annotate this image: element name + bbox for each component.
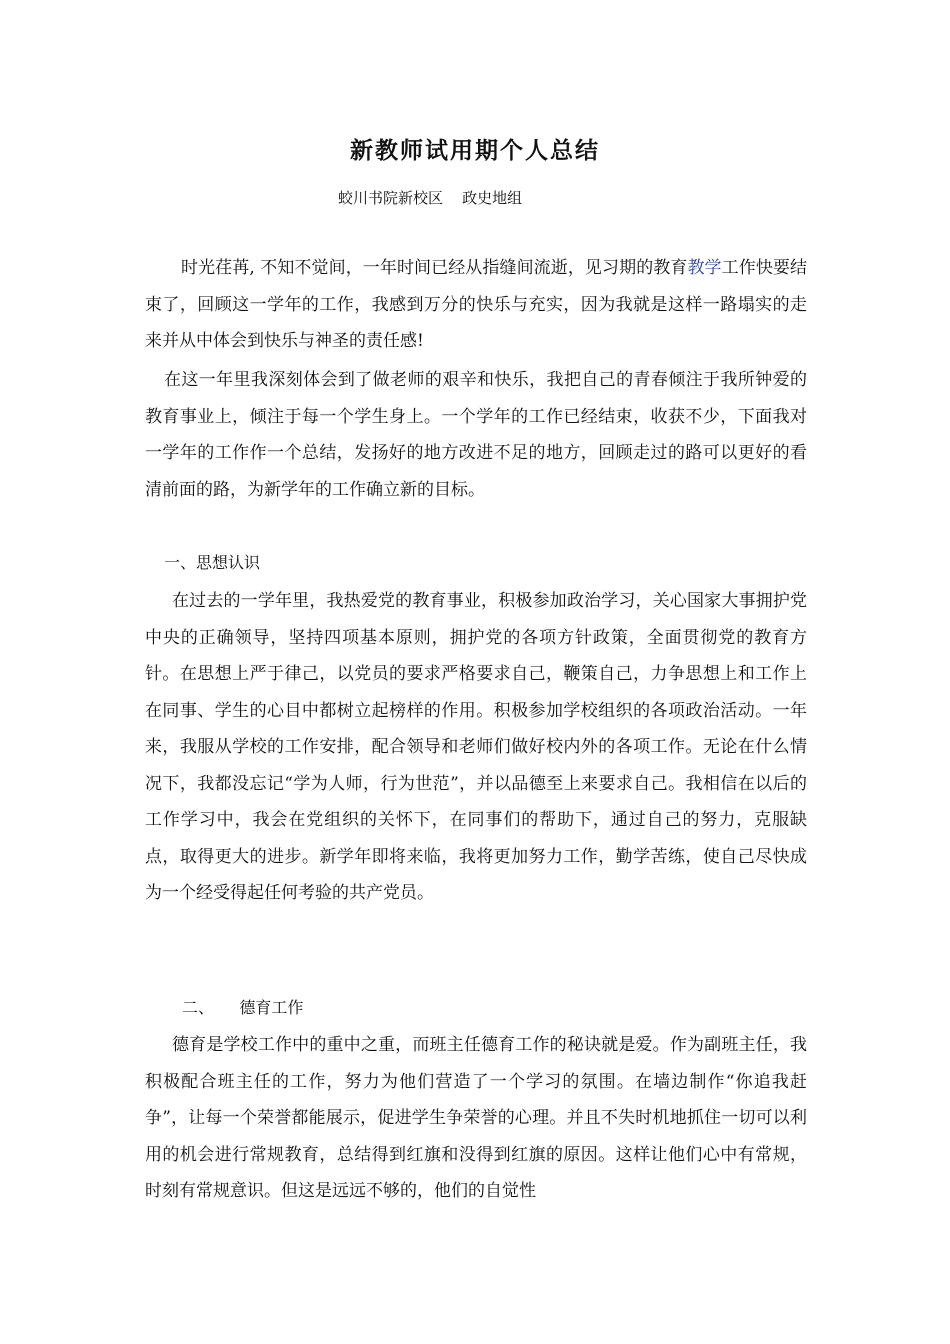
intro-paragraph-2: 在这一年里我深刻体会到了做老师的艰辛和快乐，我把自己的青春倾注于我所钟爱的教育事业上，倾注于每一个学生身上。一个学年的工作已经结束，收获不少，下面我对一学年的工作作一个总结，发扬好的地方改进不足的地方，回顾走过的路可以更好的看清前面的路，为新学年的工作确立新的目标。 <box>145 370 807 500</box>
section-2-heading: 二、 德育工作 <box>182 998 304 1017</box>
section-1-heading: 一、思想认识 <box>164 553 261 572</box>
intro-paragraph-1 <box>145 250 807 360</box>
intro-paragraph-1-text-a: 时光荏苒, 不知不觉间，一年时间已经从指缝间流逝，见习期的教育 <box>181 258 688 278</box>
document-subtitle: 蛟川书院新校区 政史地组 <box>338 189 523 207</box>
intro-paragraph-1-text-b: 工作快要结束了，回顾这一学年的工作，我感到万分的快乐与充实，因为我就是这样一路塌实的走来并从中体会到快乐与神圣的责任感! <box>145 258 808 351</box>
document-title: 新教师试用期个人总结 <box>350 137 600 164</box>
section-1-paragraph: 在过去的一学年里，我热爱党的教育事业，积极参加政治学习，关心国家大事拥护党中央的正确领导，坚持四项基本原则，拥护党的各项方针政策，全面贯彻党的教育方针。在思想上严于律己，以党员的要求严格要求自己，鞭策自己，力争思想上和工作上在同事、学生的心目中都树立起榜样的作用。积极参加学校组织的各项政治活动。一年来，我服从学校的工作安排，配合领导和老师们做好校内外的各项工作。无论在什么情况下，我都没忘记“学为人师，行为世范”，并以品德至上来要求自己。我相信在以后的工作学习中，我会在党组织的关怀下，在同事们的帮助下，通过自己的努力，克服缺点，取得更大的进步。新学年即将来临，我将更加努力工作，勤学苦练，使自己尽快成为一个经受得起任何考验的共产党员。 <box>145 591 807 903</box>
section-2-paragraph: 德育是学校工作中的重中之重，而班主任德育工作的秘诀就是爱。作为副班主任，我积极配合班主任的工作，努力为他们营造了一个学习的氛围。在墙边制作“你追我赶争”，让每一个荣誉都能展示，促进学生争荣誉的心理。并且不失时机地抓住一切可以利用的机会进行常规教育，总结得到红旗和没得到红旗的原因。这样让他们心中有常规，时刻有常规意识。但这是远远不够的，他们的自觉性 <box>145 1035 807 1201</box>
teaching-link[interactable]: 教学 <box>687 258 722 278</box>
